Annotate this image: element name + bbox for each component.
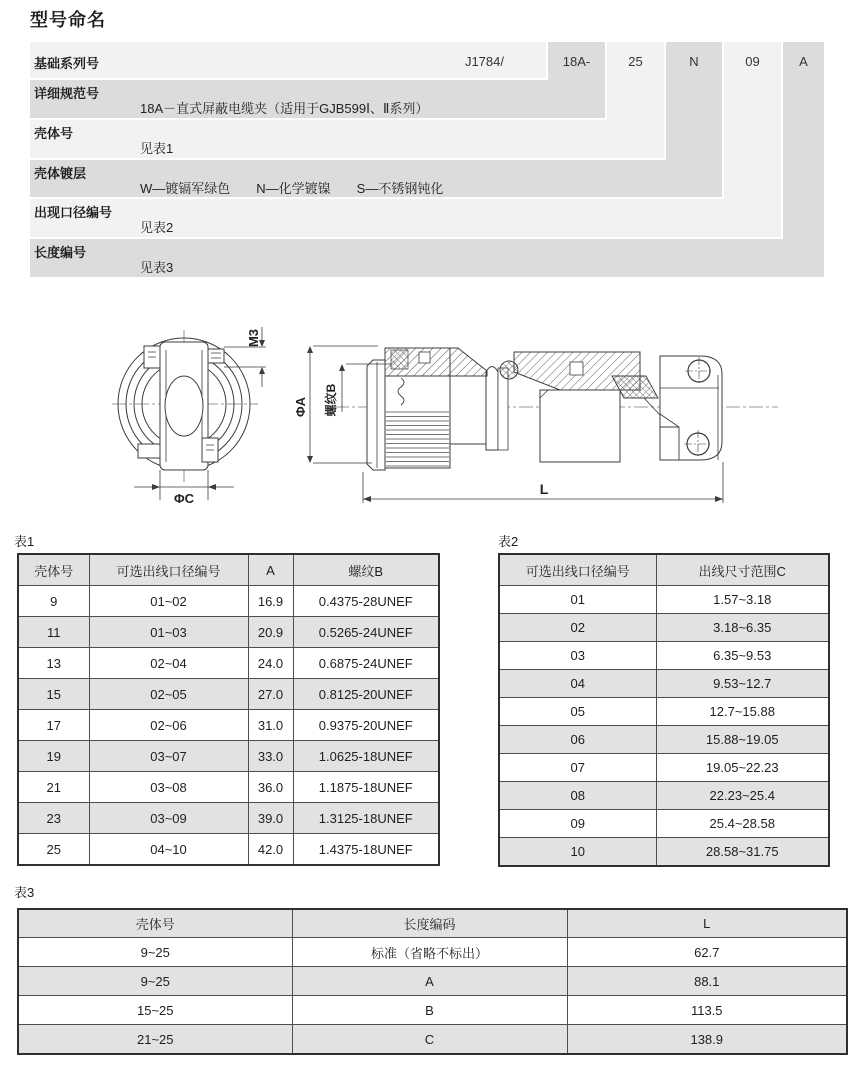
table-row: [18, 938, 847, 967]
naming-row-desc: 见表3: [140, 260, 174, 275]
naming-row-desc: 见表1: [140, 141, 174, 156]
table-row: [18, 967, 847, 996]
table-cell: 21~25: [18, 1025, 292, 1055]
table-cell: 0.6875-24UNEF: [293, 648, 439, 679]
code-part-cell: 25: [607, 42, 664, 158]
table-cell: 0.8125-20UNEF: [293, 679, 439, 710]
table3-caption: 表3: [14, 885, 35, 900]
dimension-label-thread-b: 螺纹B: [324, 383, 338, 417]
table-cell: 0.9375-20UNEF: [293, 710, 439, 741]
table-cell: 03~09: [89, 803, 248, 834]
table-cell: 113.5: [567, 996, 847, 1025]
column-header: 出线尺寸范围C: [656, 554, 829, 586]
table-row: [499, 642, 829, 670]
table-header-row: [499, 554, 829, 586]
table-cell: 27.0: [248, 679, 293, 710]
table-row: [18, 1025, 847, 1055]
table-cell: 36.0: [248, 772, 293, 803]
table-cell: A: [292, 967, 567, 996]
table-row: [499, 726, 829, 754]
table-cell: 1.1875-18UNEF: [293, 772, 439, 803]
naming-row-label: 长度编号: [34, 245, 87, 260]
table-cell: 15: [18, 679, 89, 710]
page-title: 型号命名: [30, 10, 106, 30]
column-header: 壳体号: [18, 554, 89, 586]
table-row: [18, 834, 439, 866]
table-cell: 21: [18, 772, 89, 803]
table-cell: 9~25: [18, 938, 292, 967]
table-cell: 25.4~28.58: [656, 810, 829, 838]
table-cell: 9: [18, 586, 89, 617]
table-cell: 07: [499, 754, 656, 782]
table-cell: 16.9: [248, 586, 293, 617]
table-cell: 02~05: [89, 679, 248, 710]
column-header: 可选出线口径编号: [499, 554, 656, 586]
naming-row-detail-spec: [30, 80, 605, 118]
table2-caption: 表2: [498, 534, 519, 549]
naming-row-desc: 见表2: [140, 220, 174, 235]
table-cell: 9~25: [18, 967, 292, 996]
dimension-label-length: L: [539, 481, 549, 497]
table-cell: B: [292, 996, 567, 1025]
naming-row-length-code: [30, 239, 824, 277]
table-cell: 62.7: [567, 938, 847, 967]
table-cell: 23: [18, 803, 89, 834]
table1-caption: 表1: [14, 534, 35, 549]
naming-row-label: 详细规范号: [34, 86, 100, 101]
table-cell: 03~08: [89, 772, 248, 803]
naming-row-label: 壳体号: [34, 126, 74, 141]
table-cell: 3.18~6.35: [656, 614, 829, 642]
column-header: 壳体号: [18, 909, 292, 938]
table-row: [18, 710, 439, 741]
column-header: 可选出线口径编号: [89, 554, 248, 586]
column-header: 长度编码: [292, 909, 567, 938]
table-cell: 04~10: [89, 834, 248, 866]
table-cell: 1.3125-18UNEF: [293, 803, 439, 834]
table-cell: 0.4375-28UNEF: [293, 586, 439, 617]
naming-row-desc: 18A－直式屏蔽电缆夹（适用于GJB599Ⅰ、Ⅱ系列）: [140, 101, 429, 116]
column-header: A: [248, 554, 293, 586]
table-cell: 02~06: [89, 710, 248, 741]
table-row: [499, 614, 829, 642]
naming-row-outlet-code: [30, 199, 781, 237]
length-code-table: [17, 908, 848, 1055]
code-part-cell: N: [666, 42, 722, 197]
table-cell: 0.5265-24UNEF: [293, 617, 439, 648]
table-cell: 1.4375-18UNEF: [293, 834, 439, 866]
table-row: [499, 698, 829, 726]
code-part-cell: 18A-: [548, 42, 605, 118]
table-header-row: [18, 554, 439, 586]
table-cell: 42.0: [248, 834, 293, 866]
dimension-label-phi-c: ΦC: [173, 491, 195, 506]
table-cell: 03: [499, 642, 656, 670]
side-view-drawing: [307, 346, 778, 503]
table-cell: 11: [18, 617, 89, 648]
table-cell: 31.0: [248, 710, 293, 741]
table-cell: 25: [18, 834, 89, 866]
table-row: [499, 586, 829, 614]
table-cell: 标准（省略不标出）: [292, 938, 567, 967]
naming-row-plating: [30, 160, 722, 197]
table-cell: 13: [18, 648, 89, 679]
table-cell: 05: [499, 698, 656, 726]
table-cell: 24.0: [248, 648, 293, 679]
table-row: [18, 648, 439, 679]
table-row: [499, 754, 829, 782]
table-row: [499, 670, 829, 698]
table-cell: 15~25: [18, 996, 292, 1025]
front-view-drawing: [112, 327, 266, 500]
table-cell: 20.9: [248, 617, 293, 648]
naming-row-label: 基础系列号: [34, 56, 100, 71]
code-part-cell: A: [783, 42, 824, 277]
table-cell: 08: [499, 782, 656, 810]
table-cell: 04: [499, 670, 656, 698]
table-cell: 39.0: [248, 803, 293, 834]
table-cell: 01: [499, 586, 656, 614]
table-cell: 6.35~9.53: [656, 642, 829, 670]
table-cell: 19: [18, 741, 89, 772]
table-cell: 10: [499, 838, 656, 867]
column-header: L: [567, 909, 847, 938]
table-cell: C: [292, 1025, 567, 1055]
table-row: [499, 810, 829, 838]
table-cell: 19.05~22.23: [656, 754, 829, 782]
naming-row-shell-size: [30, 120, 664, 158]
table-cell: 09: [499, 810, 656, 838]
table-row: [499, 838, 829, 867]
code-part-cell: 09: [724, 42, 781, 237]
table-row: [499, 782, 829, 810]
table-header-row: [18, 909, 847, 938]
table-row: [18, 996, 847, 1025]
table-cell: 22.23~25.4: [656, 782, 829, 810]
outlet-size-table: [498, 553, 830, 867]
naming-row-base-series: [30, 42, 546, 78]
column-header: 螺纹B: [293, 554, 439, 586]
table-row: [18, 772, 439, 803]
table-cell: 28.58~31.75: [656, 838, 829, 867]
naming-row-label: 壳体镀层: [34, 166, 87, 181]
table-row: [18, 617, 439, 648]
table-cell: 02~04: [89, 648, 248, 679]
table-row: [18, 741, 439, 772]
table-cell: 01~03: [89, 617, 248, 648]
dimension-label-m3: M3: [246, 328, 261, 348]
table-cell: 9.53~12.7: [656, 670, 829, 698]
table-cell: 17: [18, 710, 89, 741]
naming-row-desc: W—镀镉军绿色 N—化学镀镍 S—不锈钢钝化: [140, 181, 444, 196]
table-cell: 1.0625-18UNEF: [293, 741, 439, 772]
table-cell: 03~07: [89, 741, 248, 772]
table-cell: 01~02: [89, 586, 248, 617]
table-cell: 02: [499, 614, 656, 642]
table-row: [18, 586, 439, 617]
table-row: [18, 679, 439, 710]
naming-row-label: 出现口径编号: [34, 205, 113, 220]
table-row: [18, 803, 439, 834]
table-cell: 12.7~15.88: [656, 698, 829, 726]
example-model-number: J1784/: [464, 54, 504, 69]
shell-size-table: [17, 553, 440, 866]
table-cell: 15.88~19.05: [656, 726, 829, 754]
table-cell: 1.57~3.18: [656, 586, 829, 614]
table-cell: 138.9: [567, 1025, 847, 1055]
table-cell: 33.0: [248, 741, 293, 772]
technical-drawing: [90, 296, 780, 514]
table-cell: 88.1: [567, 967, 847, 996]
dimension-label-phi-a: ΦA: [293, 396, 308, 418]
table-cell: 06: [499, 726, 656, 754]
